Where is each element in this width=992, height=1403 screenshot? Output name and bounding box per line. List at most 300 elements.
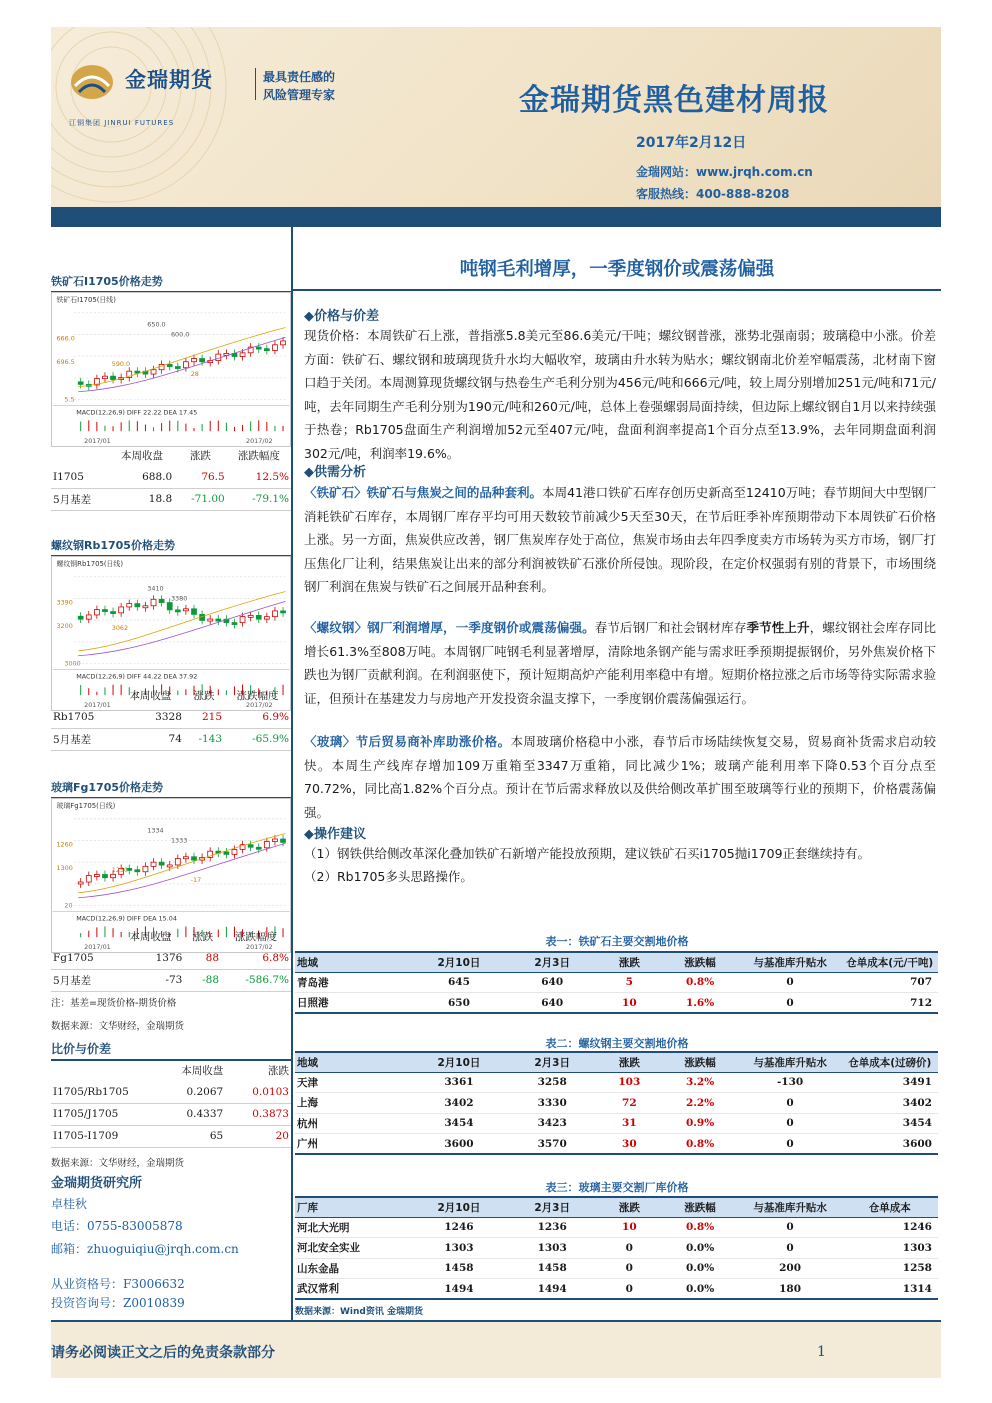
- col-change: 涨跌: [192, 930, 214, 943]
- price-label: 3380: [171, 594, 188, 603]
- table-header-cell: 涨跌幅: [661, 1052, 738, 1072]
- section-price-heading: ◆价格与价差: [304, 309, 379, 324]
- table-cell: 640: [507, 972, 597, 993]
- jinrui-logo-icon: [69, 62, 115, 102]
- glass-text: 本周玻璃价格稳中小涨，春节后市场陆续恢复交易，贸易商补货需求启动较快。本周生产线库存增加109万重箱至3347万重箱，同比减少1%；玻璃产能利用率下降0.53个百分点至70.72%，同比高1.82%个百分点。预计在节后需求释放以及供给侧改革扩围至玻璃等行业的预期下，价格震荡偏强。: [304, 734, 936, 820]
- table-row: [295, 1113, 938, 1134]
- table-cell: 1246: [411, 1217, 507, 1238]
- candle-body: [264, 842, 269, 848]
- candle-body: [111, 612, 116, 614]
- headline-rule: [293, 289, 941, 291]
- price-label: 1300: [56, 864, 73, 873]
- table-header-cell: 与基准库升贴水: [739, 1197, 842, 1217]
- contract-name: 5月基差: [51, 488, 110, 510]
- company-logo: [69, 62, 369, 132]
- table-cell: 30: [597, 1134, 661, 1155]
- table-cell: 1494: [507, 1279, 597, 1300]
- close-value: 0.4337: [151, 1103, 225, 1125]
- contract-name: I1705: [51, 466, 110, 488]
- close-value: 65: [151, 1125, 225, 1147]
- close-value: 1376: [117, 947, 185, 969]
- x-tick-right: 2017/02: [246, 701, 273, 710]
- data-source-note: 数据来源：文华财经，金瑞期货: [51, 1158, 185, 1169]
- table-cell: 青岛港: [295, 972, 411, 993]
- table-cell: 1458: [411, 1258, 507, 1279]
- table-cell: 3600: [842, 1134, 938, 1155]
- table-cell: -130: [739, 1072, 842, 1093]
- section-price-text: 现货价格：本周铁矿石上涨，普指涨5.8美元至86.6美元/干吨；螺纹钢普涨，涨势北强南弱；玻璃稳中小涨。价差方面：铁矿石、螺纹钢和玻璃现货升水均大幅收窄，玻璃由升水转为贴水；螺纹钢南北价差窄幅震荡，北材南下窗口趋于关闭。本周测算现货螺纹钢与热卷生产毛利分别为456元/吨和666元/吨，较上周分别增加251元/吨和71元/吨，去年同期生产毛利分别为190元/吨和260元/吨，总体上卷强螺弱局面持续，但边际上螺纹钢自1月以来持续强于热卷；Rb1705盘面生产利润增加52元至407元/吨，盘面利润率提高1个百分点至13.9%，去年同期盘面利润302元/吨，利润率19.6%。: [304, 328, 936, 461]
- candle-body: [78, 882, 83, 884]
- candle-body: [192, 857, 197, 860]
- change-value: -71.00: [174, 488, 227, 510]
- table-cell: 0: [739, 1217, 842, 1238]
- table-cell: 0: [739, 1134, 842, 1155]
- col-close: 本周收盘: [181, 1064, 224, 1077]
- candle-body: [248, 845, 253, 848]
- iron-candle-chart: [52, 293, 290, 446]
- change-value: 88: [184, 947, 221, 969]
- table-cell: 1303: [411, 1238, 507, 1259]
- candle-body: [272, 345, 277, 351]
- table-cell: 0: [739, 993, 842, 1014]
- price-label: 3410: [147, 584, 164, 593]
- candle-body: [264, 617, 269, 619]
- contract-name: 5月基差: [51, 728, 117, 750]
- col-change: 涨跌: [268, 1064, 289, 1077]
- table-row: [295, 1238, 938, 1259]
- macd-label: MACD(12,26,9) DIFF 22.22 DEA 17.45: [76, 408, 198, 417]
- candle-body: [111, 376, 116, 379]
- spread-heading: 比价与价差: [51, 1040, 291, 1061]
- glass-analysis: [304, 730, 936, 824]
- consulting-number: 投资咨询号：Z0010839: [51, 1296, 185, 1310]
- table-cell: 0: [739, 1093, 842, 1114]
- table2-caption: 表二：螺纹钢主要交割地价格: [545, 1037, 689, 1050]
- table-cell: 0.8%: [661, 972, 738, 993]
- table-row: [295, 1279, 938, 1300]
- price-label: 696.5: [56, 358, 75, 367]
- header-bar: [51, 207, 941, 227]
- logo-slogan: [263, 68, 335, 104]
- section-supply-heading: ◆供需分析: [304, 465, 366, 480]
- iron-chart-heading: 铁矿石I1705价格走势: [51, 273, 291, 293]
- col-close: 本周收盘: [121, 449, 164, 462]
- change-value: 20: [225, 1125, 291, 1147]
- table-cell: 3454: [411, 1113, 507, 1134]
- candle-body: [248, 615, 253, 617]
- price-label: 1260: [56, 840, 73, 849]
- table-header-row: [51, 1059, 291, 1081]
- iron-price-chart: [51, 292, 291, 447]
- table-cell: 103: [597, 1072, 661, 1093]
- candle-body: [151, 370, 156, 374]
- logo-name: 金瑞期货: [125, 68, 213, 92]
- ma-line: [78, 601, 285, 655]
- table-cell: 645: [411, 972, 507, 993]
- candle-body: [281, 611, 286, 613]
- candle-body: [86, 615, 91, 619]
- chart-title: 铁矿石I1705(日线): [56, 295, 116, 304]
- candle-body: [200, 359, 205, 362]
- candle-body: [216, 354, 221, 361]
- table-row: [295, 1217, 938, 1238]
- change-pct-value: 6.8%: [221, 947, 291, 969]
- table-cell: 0: [739, 972, 842, 993]
- qualification-number: 从业资格号：F3006632: [51, 1277, 185, 1291]
- iron-lead: 〈铁矿石〉铁矿石与焦炭之间的品种套利。: [304, 485, 543, 500]
- candle-body: [102, 875, 107, 878]
- x-tick-left: 2017/01: [84, 701, 111, 710]
- table-cell: 650: [411, 993, 507, 1014]
- table-cell: 0.0%: [661, 1258, 738, 1279]
- page-footer: [51, 1320, 941, 1378]
- table-cell: 72: [597, 1093, 661, 1114]
- table-header-row: [295, 1197, 938, 1217]
- table-cell: 5: [597, 972, 661, 993]
- table-row: [295, 993, 938, 1014]
- table-cell: 3600: [411, 1134, 507, 1155]
- report-header: [51, 27, 941, 207]
- table-cell: 0: [739, 1238, 842, 1259]
- table-cell: 3570: [507, 1134, 597, 1155]
- report-date: 2017年2月12日: [636, 135, 747, 151]
- table-cell: 3454: [842, 1113, 938, 1134]
- hotline: 客服热线：400-888-8208: [636, 187, 790, 201]
- col-change: 涨跌: [189, 449, 211, 462]
- candle-body: [183, 857, 188, 859]
- candle-body: [232, 623, 237, 625]
- table-header-row: [295, 1052, 938, 1072]
- table-row: [295, 1093, 938, 1114]
- table-cell: 3402: [411, 1093, 507, 1114]
- slogan-line-2: 风险管理专家: [263, 88, 336, 102]
- headline: 吨钢毛利增厚，一季度钢价或震荡偏强: [459, 259, 775, 280]
- logo-en: 江铜集团 JINRUI FUTURES: [69, 119, 175, 127]
- table-cell: 0: [597, 1279, 661, 1300]
- advice-line-2: （2）Rb1705多头思路操作。: [304, 869, 473, 884]
- close-value: 3328: [117, 706, 184, 728]
- price-label: 3000: [64, 659, 81, 668]
- glass-chart-heading: 玻璃Fg1705价格走势: [51, 779, 291, 799]
- table-cell: 3.2%: [661, 1072, 738, 1093]
- candle-body: [240, 353, 245, 357]
- col-change-pct: 涨跌幅度: [235, 930, 278, 943]
- change-value: 0.3873: [225, 1103, 291, 1125]
- table-cell: 2.2%: [661, 1093, 738, 1114]
- price-label: 1333: [171, 836, 188, 845]
- candle-body: [151, 862, 156, 866]
- report-title: 金瑞期货黑色建材周报: [519, 83, 829, 118]
- candle-body: [167, 865, 172, 867]
- change-pct-value: -586.7%: [221, 969, 291, 991]
- change-pct-value: 12.5%: [227, 466, 291, 488]
- candle-body: [216, 619, 221, 621]
- col-close: 本周收盘: [129, 930, 172, 943]
- table-cell: 1303: [842, 1238, 938, 1259]
- rebar-quote-table: [51, 684, 291, 751]
- price-label: 20: [64, 901, 73, 910]
- candle-body: [183, 609, 188, 611]
- price-label: -17: [190, 875, 202, 884]
- price-label: 650.0: [147, 320, 166, 329]
- ratio-name: I1705-I1709: [51, 1125, 151, 1147]
- table-cell: 3258: [507, 1072, 597, 1093]
- col-change: 涨跌: [193, 689, 215, 702]
- table-cell: 河北大光明: [295, 1217, 411, 1238]
- table-cell: 3423: [507, 1113, 597, 1134]
- table-cell: 0.8%: [661, 1217, 738, 1238]
- change-value: 0.0103: [225, 1081, 291, 1103]
- logo-divider: [255, 68, 256, 100]
- iron-delivery-table: [295, 951, 938, 1014]
- change-value: -143: [184, 728, 224, 750]
- table-row: [51, 488, 291, 510]
- candle-body: [102, 376, 107, 378]
- chart-title: 螺纹钢Rb1705(日线): [56, 559, 124, 568]
- data-source-note: 数据来源：文华财经，金瑞期货: [51, 1021, 185, 1032]
- table-cell: 1458: [507, 1258, 597, 1279]
- candle-body: [143, 606, 148, 608]
- candle-body: [143, 866, 148, 871]
- candle-body: [78, 382, 83, 385]
- change-value: -88: [184, 969, 221, 991]
- table-row: [51, 969, 291, 991]
- table-row: [51, 466, 291, 488]
- candle-body: [78, 616, 83, 619]
- glass-quote-table: [51, 925, 291, 992]
- x-tick-left: 2017/01: [84, 437, 111, 446]
- close-value: 0.2067: [151, 1081, 225, 1103]
- table-header-cell: 2月10日: [411, 1052, 507, 1072]
- section-advice-heading: ◆操作建议: [304, 827, 366, 842]
- table-header-row: [295, 952, 938, 972]
- table-cell: 上海: [295, 1093, 411, 1114]
- x-tick-left: 2017/01: [84, 943, 111, 952]
- table-header-cell: 2月10日: [411, 1197, 507, 1217]
- glass-delivery-table: [295, 1196, 938, 1300]
- candle-body: [159, 862, 164, 865]
- candle-body: [94, 875, 99, 877]
- table-row: [295, 1134, 938, 1155]
- table-header-cell: 仓单成本(过磅价): [842, 1052, 938, 1072]
- table-header-cell: 涨跌: [597, 952, 661, 972]
- candle-body: [192, 609, 197, 615]
- glass-lead: 〈玻璃〉节后贸易商补库助涨价格。: [304, 734, 511, 749]
- table-header-cell: 仓单成本: [842, 1197, 938, 1217]
- table-cell: 3330: [507, 1093, 597, 1114]
- candle-body: [175, 610, 180, 612]
- candle-body: [192, 359, 197, 362]
- price-label: 600.0: [171, 330, 190, 339]
- table-row: [295, 1072, 938, 1093]
- table-cell: 0.9%: [661, 1113, 738, 1134]
- x-tick-right: 2017/02: [246, 943, 273, 952]
- candle-body: [264, 349, 269, 351]
- candle-body: [127, 604, 132, 607]
- price-label: 5.5: [64, 395, 75, 404]
- price-label: 666.0: [56, 334, 75, 343]
- candle-body: [224, 852, 229, 854]
- column-divider: [291, 227, 293, 1320]
- candle-body: [135, 870, 140, 872]
- change-pct-value: -79.1%: [227, 488, 291, 510]
- table-header-row: [51, 684, 291, 706]
- table3-caption: 表三：玻璃主要交割厂库价格: [545, 1181, 689, 1194]
- table-cell: 0: [597, 1238, 661, 1259]
- tables-source: 数据来源：Wind资讯 金瑞期货: [295, 1307, 423, 1317]
- table-cell: 1258: [842, 1258, 938, 1279]
- table-cell: 3491: [842, 1072, 938, 1093]
- candle-body: [232, 849, 237, 854]
- table-header-cell: 厂库: [295, 1197, 411, 1217]
- change-pct-value: -65.9%: [224, 728, 291, 750]
- table-cell: 0: [597, 1258, 661, 1279]
- price-label: 1250: [111, 866, 129, 875]
- price-label: 3200: [56, 622, 73, 631]
- basis-note: 注：基差=现货价格-期货价格: [51, 998, 177, 1009]
- rebar-bold: 季节性上升: [746, 620, 810, 635]
- table-cell: 3361: [411, 1072, 507, 1093]
- table-header-cell: 涨跌: [597, 1052, 661, 1072]
- table-header-cell: 与基准库升贴水: [739, 952, 842, 972]
- candle-body: [272, 611, 277, 617]
- table-cell: 640: [507, 993, 597, 1014]
- analyst-phone: 电话：0755-83005878: [51, 1219, 183, 1233]
- table-header-cell: 2月3日: [507, 952, 597, 972]
- candle-body: [281, 839, 286, 842]
- table-row: [51, 1103, 291, 1125]
- x-tick-right: 2017/02: [246, 437, 273, 446]
- ma-line: [78, 843, 285, 897]
- table-cell: 武汉常利: [295, 1279, 411, 1300]
- table-cell: 1303: [507, 1238, 597, 1259]
- table1-caption: 表一：铁矿石主要交割地价格: [545, 935, 689, 948]
- col-change-pct: 涨跌幅度: [237, 449, 280, 462]
- macd-label: MACD(12,26,9) DIFF DEA 15.04: [76, 914, 177, 923]
- table-cell: 200: [739, 1258, 842, 1279]
- rebar-delivery-table: [295, 1051, 938, 1155]
- table-header-cell: 涨跌幅: [661, 952, 738, 972]
- spread-table: [51, 1059, 291, 1148]
- table-header-cell: 2月3日: [507, 1052, 597, 1072]
- table-header-cell: 地域: [295, 952, 411, 972]
- change-pct-value: 6.9%: [224, 706, 291, 728]
- ma-line: [78, 337, 285, 391]
- contract-name: 5月基差: [51, 969, 117, 991]
- research-institute: 金瑞期货研究所: [51, 1176, 143, 1191]
- rebar-text-b: ，螺纹钢社会库存同比增长61.3%至808万吨。本周钢厂吨钢毛利显著增厚，清除地条钢产能与需求旺季预期提振钢价，另外焦炭价格下跌也为钢厂贡献利润。在利润驱使下，预计短期高炉产能利用率稳中有增。短期价格拉涨之后市场等待实际需求验证，但预计在基建发力与房地产开发投资余温支撑下，一季度钢价震荡偏强运行。: [304, 620, 936, 706]
- change-value: 76.5: [174, 466, 227, 488]
- candle-body: [86, 876, 91, 883]
- table-cell: 1246: [842, 1217, 938, 1238]
- analyst-email[interactable]: 邮箱：zhuoguiqiu@jrqh.com.cn: [51, 1242, 239, 1256]
- candle-body: [208, 619, 213, 621]
- candle-body: [175, 858, 180, 864]
- table-cell: 杭州: [295, 1113, 411, 1134]
- table-cell: 1494: [411, 1279, 507, 1300]
- iron-analysis: [304, 481, 936, 599]
- contract-name: Rb1705: [51, 706, 117, 728]
- table-header-cell: 仓单成本(元/干吨): [842, 952, 938, 972]
- table-cell: 0.0%: [661, 1238, 738, 1259]
- table-row: [51, 947, 291, 969]
- table-header-cell: 与基准库升贴水: [739, 1052, 842, 1072]
- table-header-row: [51, 925, 291, 947]
- close-value: -73: [117, 969, 185, 991]
- close-value: 688.0: [110, 466, 174, 488]
- table-header-cell: 2月10日: [411, 952, 507, 972]
- table-cell: 天津: [295, 1072, 411, 1093]
- candle-body: [119, 607, 124, 613]
- table-cell: 1236: [507, 1217, 597, 1238]
- rebar-text-a: 春节后钢厂和社会钢材库存: [594, 620, 747, 635]
- website-link[interactable]: 金瑞网站：www.jrqh.com.cn: [636, 165, 813, 179]
- candle-body: [102, 610, 107, 612]
- table-cell: 31: [597, 1113, 661, 1134]
- table-row: [295, 1258, 938, 1279]
- table-cell: 日照港: [295, 993, 411, 1014]
- price-label: 3390: [56, 598, 73, 607]
- chart-title: 玻璃Fg1705(日线): [56, 801, 116, 810]
- table-row: [295, 972, 938, 993]
- candle-body: [167, 364, 172, 366]
- change-value: 215: [184, 706, 224, 728]
- close-value: 18.8: [110, 488, 174, 510]
- candle-body: [151, 599, 156, 606]
- table-cell: 0.0%: [661, 1279, 738, 1300]
- iron-text: 本周41港口铁矿石库存创历史新高至12410万吨；春节期间大中型钢厂消耗铁矿石库存，本周钢厂库存平均可用天数较节前减少5天至30天，在节后旺季补库预期带动下本周铁矿石价格上涨。另一方面，焦炭供应改善，钢厂焦炭库存处于高位，焦炭市场由去年四季度卖方市场转为买方市场，钢厂打压焦化厂让利，结果焦炭让出来的部分利润被铁矿石涨价所侵蚀。现阶段，在定价权强弱有别的背景下，市场围绕钢厂利润在焦炭与铁矿石之间展开品种套利。: [304, 485, 937, 594]
- page-number: 1: [817, 1344, 826, 1360]
- table-row: [51, 1125, 291, 1147]
- macd-label: MACD(12,26,9) DIFF 44.22 DEA 37.92: [76, 672, 198, 681]
- disclaimer-note: 请务必阅读正文之后的免责条款部分: [51, 1345, 275, 1361]
- rebar-chart-heading: 螺纹钢Rb1705价格走势: [51, 537, 291, 557]
- table-header-cell: 涨跌幅: [661, 1197, 738, 1217]
- table-cell: 1.6%: [661, 993, 738, 1014]
- candle-body: [159, 599, 164, 602]
- candle-body: [135, 604, 140, 607]
- rebar-analysis: [304, 616, 936, 710]
- table-cell: 10: [597, 1217, 661, 1238]
- table-cell: 1314: [842, 1279, 938, 1300]
- candle-body: [135, 371, 140, 373]
- table-header-cell: 涨跌: [597, 1197, 661, 1217]
- table-header-cell: 地域: [295, 1052, 411, 1072]
- ratio-name: I1705/Rb1705: [51, 1081, 151, 1103]
- candle-body: [175, 367, 180, 369]
- col-close: 本周收盘: [129, 689, 172, 702]
- analyst-name: 卓桂秋: [51, 1197, 88, 1211]
- table-header-row: [51, 444, 291, 466]
- price-label: 1334: [147, 826, 164, 835]
- candle-body: [256, 847, 261, 849]
- advice-line-1: （1）钢铁供给侧改革深化叠加铁矿石新增产能投放预期，建议铁矿石买i1705抛i1709正套继续持有。: [304, 846, 871, 861]
- price-label: 3062: [111, 624, 129, 633]
- ratio-name: I1705/J1705: [51, 1103, 151, 1125]
- candle-body: [281, 341, 286, 345]
- table-cell: 河北安全实业: [295, 1238, 411, 1259]
- table-cell: 10: [597, 993, 661, 1014]
- table-cell: 180: [739, 1279, 842, 1300]
- candle-body: [240, 617, 245, 623]
- contract-name: Fg1705: [51, 947, 117, 969]
- rebar-lead: 〈螺纹钢〉钢厂利润增厚，一季度钢价或震荡偏强。: [304, 620, 595, 635]
- price-label: 590.0: [111, 360, 131, 369]
- iron-quote-table: [51, 444, 291, 511]
- table-cell: 707: [842, 972, 938, 993]
- table-cell: 0: [739, 1113, 842, 1134]
- close-value: 74: [117, 728, 184, 750]
